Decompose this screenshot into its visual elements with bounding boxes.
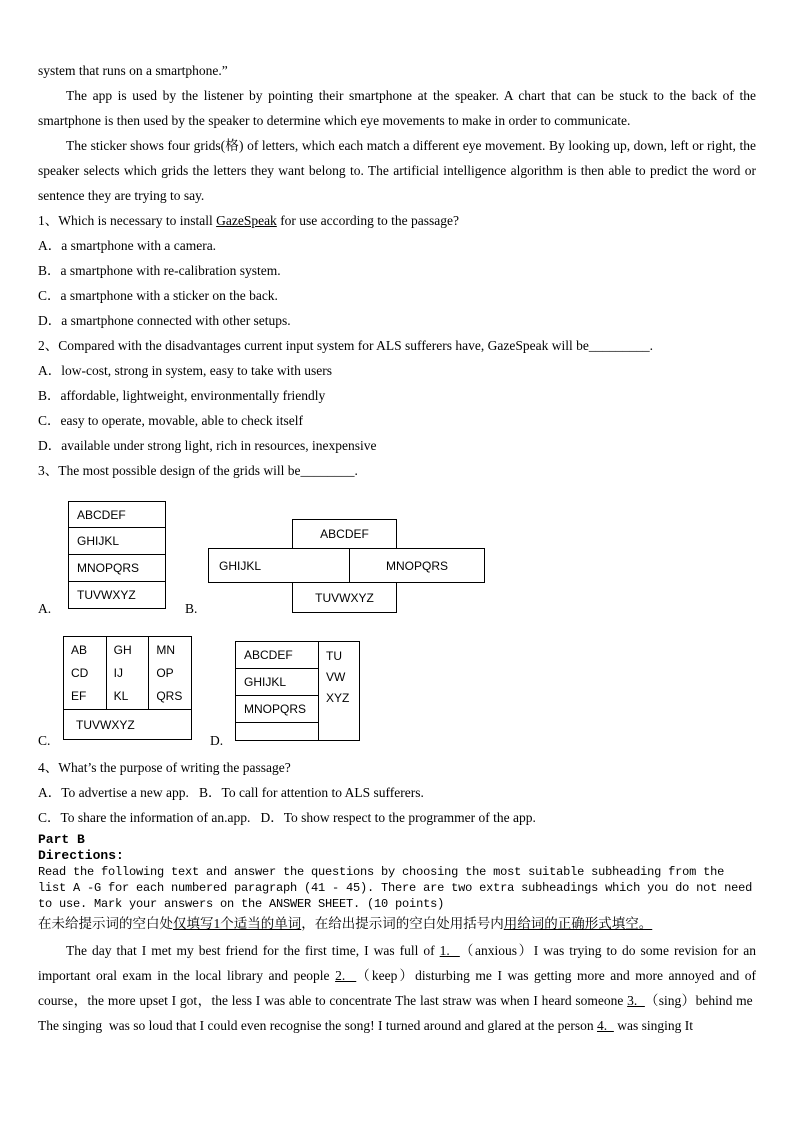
grid-b-left-cell: GHIJKL — [208, 548, 350, 583]
grid-d-left-column — [236, 642, 319, 740]
q1-stem-pre: 1、Which is necessary to install — [38, 213, 217, 228]
grid-d-row-2: GHIJKL — [236, 669, 318, 696]
grid-a-row-4: TUVWXYZ — [68, 582, 166, 609]
paragraph-sticker-grids: The sticker shows four grids(格) of letters, which each match a different eye movement. By looking up, down, left or right, the speaker selects which grids the letters they want belong to. The artificial intelligence algorithm is then able to predict the word or sentence they are trying to say. — [38, 138, 756, 203]
q2-option-c: C．easy to operate, movable, able to check itself — [38, 413, 304, 428]
grid-a-row-3: MNOPQRS — [68, 555, 166, 582]
blank-4: 4. — [596, 1018, 614, 1033]
passage-seg-1: The day that I met my best friend for the first time, I was full of — [66, 943, 440, 958]
cloze-passage — [38, 938, 756, 1038]
grid-d-right-line: XYZ — [326, 691, 350, 705]
grid-d-row-3: MNOPQRS — [236, 696, 318, 723]
grid-c-cell: OP — [156, 666, 174, 680]
q4-options-ab: A．To advertise a new app. B．To call for attention to ALS sufferers. — [38, 785, 424, 800]
part-b-heading: Part B — [38, 832, 85, 847]
q1-stem-post: for use according to the passage? — [276, 213, 459, 228]
cn-seg-4-underlined: 用给词的正确形式填空。 — [503, 916, 653, 931]
grid-option-d — [235, 641, 360, 741]
grid-c-cell: QRS — [156, 689, 183, 703]
grid-c-cell: GH — [113, 643, 132, 657]
directions-line-1: Read the following text and answer the questions by choosing the most suitable subheading from the — [38, 865, 725, 879]
grid-c-cell: EF — [71, 689, 87, 703]
grid-c-column-2 — [106, 637, 149, 709]
passage-seg-3: （keep）disturbing me I was getting more and more annoyed and of course，the more upset I got，the less I was able to concentrate The last straw was when I heard someone — [38, 968, 757, 1008]
intro-continuation-line: system that runs on a smartphone.” — [38, 63, 228, 78]
part-b-section — [38, 832, 756, 864]
option-b-label: B. — [185, 601, 198, 616]
cn-seg-1: 在未给提示词的空白处 — [38, 916, 173, 931]
passage-seg-4: （sing）behind me The singing was so loud that I could even recognise the song! I turned around and glared at the person — [38, 993, 756, 1033]
grid-option-a — [68, 501, 166, 609]
question-2-stem: 2、Compared with the disadvantages current input system for ALS sufferers have, GazeSpeak will be_________. — [38, 338, 653, 353]
q2-option-a: A．low-cost, strong in system, easy to take with users — [38, 363, 332, 378]
q1-option-b: B．a smartphone with re-calibration system. — [38, 263, 281, 278]
grid-d-row-1: ABCDEF — [236, 642, 318, 669]
q4-options-cd: C．To share the information of an.app. D．To show respect to the programmer of the app. — [38, 810, 536, 825]
directions-chinese — [38, 914, 756, 934]
cn-seg-2-underlined: 仅填写1个适当的单词 — [173, 916, 302, 931]
grid-c-column-1 — [64, 637, 106, 709]
q1-option-c: C．a smartphone with a sticker on the back. — [38, 288, 278, 303]
q1-option-d: D．a smartphone connected with other setups. — [38, 313, 291, 328]
grid-a-row-1: ABCDEF — [68, 501, 166, 528]
grid-c-cell: AB — [71, 643, 88, 657]
blank-1: 1. — [439, 943, 460, 958]
cn-seg-3: ，在给出提示词的空白处用括号内 — [301, 916, 504, 931]
paragraph-app-usage: The app is used by the listener by pointing their smartphone at the speaker. A chart that can be stuck to the back of the smartphone is then used by the speaker to determine which eye movements to make in order to communicate. — [38, 88, 756, 128]
grid-c-bottom-row: TUVWXYZ — [64, 709, 191, 739]
passage-seg-2: （anxious）I was trying to do some revision for an important oral exam in the local library and people — [38, 943, 757, 983]
grid-b-top-cell: ABCDEF — [292, 519, 397, 549]
grid-c-cell: MN — [156, 643, 176, 657]
blank-3: 3. — [627, 993, 645, 1008]
grid-c-columns — [64, 637, 191, 709]
grid-b-right-cell: MNOPQRS — [349, 548, 485, 583]
directions-line-3: to use. Mark your answers on the ANSWER SHEET. (10 points) — [38, 897, 445, 911]
question-4-stem: 4、What’s the purpose of writing the passage? — [38, 760, 291, 775]
grid-c-column-3 — [148, 637, 191, 709]
grid-c-cell: IJ — [113, 666, 124, 680]
blank-2: 2. — [335, 968, 357, 983]
q2-option-b: B．affordable, lightweight, environmentally friendly — [38, 388, 326, 403]
grid-c-cell: CD — [71, 666, 89, 680]
grid-d-right-column — [319, 642, 359, 740]
grid-d-right-line: TU — [326, 649, 342, 663]
directions-line-2: list A -G for each numbered paragraph (41 - 45). There are two extra subheadings which you do not need — [38, 881, 753, 895]
directions-text — [38, 864, 756, 912]
q2-option-d: D．available under strong light, rich in resources, inexpensive — [38, 438, 377, 453]
grid-b-bottom-cell: TUVWXYZ — [292, 582, 397, 613]
passage-seg-5: was singing It — [613, 1018, 693, 1033]
option-d-label: D. — [210, 733, 224, 748]
grid-c-cell: KL — [113, 689, 129, 703]
question-1-stem — [38, 208, 756, 233]
q3-grid-figure — [38, 483, 756, 755]
grid-d-right-line: VW — [326, 670, 346, 684]
grid-a-row-2: GHIJKL — [68, 528, 166, 555]
directions-label: Directions: — [38, 848, 124, 863]
option-a-label: A. — [38, 601, 52, 616]
q1-option-a: A．a smartphone with a camera. — [38, 238, 217, 253]
option-c-label: C. — [38, 733, 51, 748]
grid-option-c — [63, 636, 192, 740]
q1-stem-underlined: GazeSpeak — [216, 213, 277, 228]
question-3-stem: 3、The most possible design of the grids will be________. — [38, 463, 358, 478]
